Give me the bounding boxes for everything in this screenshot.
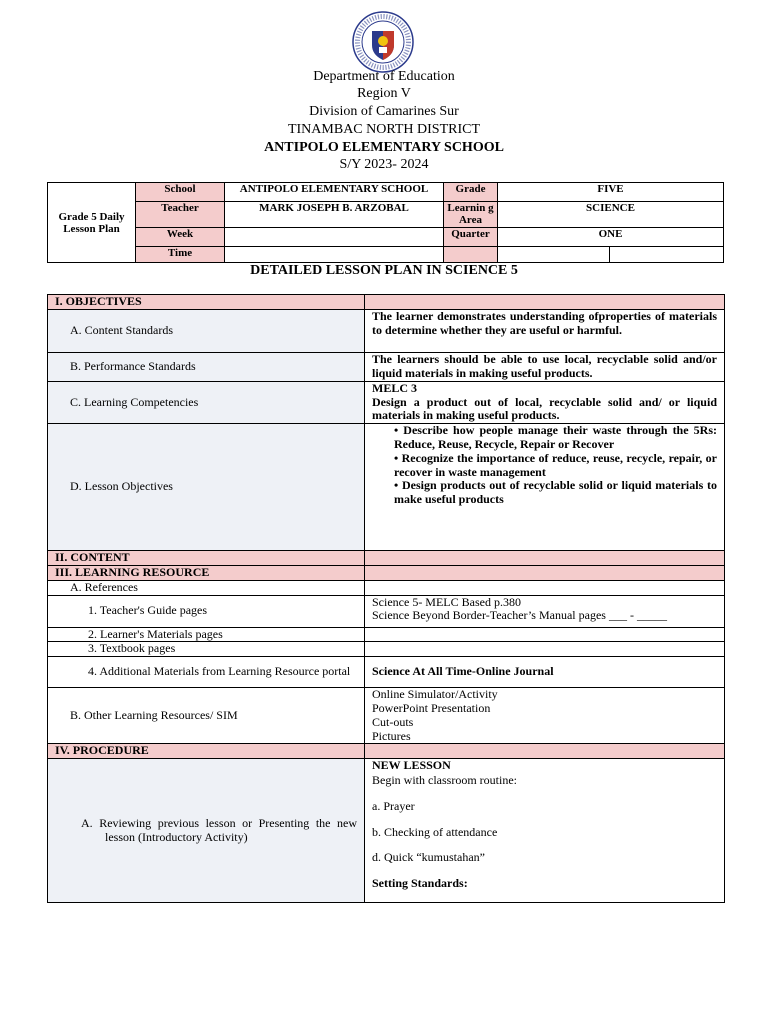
learning-resource-heading: III. LEARNING RESOURCE — [48, 565, 365, 580]
time-blank-cell-2 — [498, 247, 610, 263]
performance-standards-value: The learners should be able to use local, recyclable solid and/or liquid materials in making useful products. — [365, 352, 725, 381]
new-lesson-label: NEW LESSON — [372, 758, 451, 773]
header-school: ANTIPOLO ELEMENTARY SCHOOL — [264, 140, 504, 155]
lesson-objectives-list — [365, 424, 725, 551]
kumustahan-text: d. Quick “kumustahan” — [372, 850, 485, 865]
header-region: Region V — [357, 86, 411, 101]
performance-standards-label: B. Performance Standards — [48, 352, 365, 381]
learning-competencies-label: C. Learning Competencies — [48, 381, 365, 423]
header-school-year: S/Y 2023- 2024 — [339, 157, 429, 172]
week-label: Week — [136, 228, 225, 247]
time-blank-cell — [444, 247, 498, 263]
content-heading: II. CONTENT — [48, 551, 365, 566]
additional-materials-value: Science At All Time-Online Journal — [365, 657, 725, 688]
objectives-heading: I. OBJECTIVES — [48, 295, 365, 310]
grade-value: FIVE — [498, 183, 724, 202]
teacher-value: MARK JOSEPH B. ARZOBAL — [225, 202, 444, 228]
lesson-objective-item: • Recognize the importance of reduce, reuse, recycle, repair, or recover in waste management — [394, 450, 717, 479]
school-label: School — [136, 183, 225, 202]
header-district: TINAMBAC NORTH DISTRICT — [287, 122, 481, 137]
teachers-guide-value — [365, 595, 725, 627]
lesson-objectives-label: D. Lesson Objectives — [48, 424, 365, 551]
additional-materials-label — [48, 657, 365, 688]
other-resource-item: Cut-outs — [372, 714, 414, 729]
procedure-heading: IV. PROCEDURE — [48, 744, 365, 759]
learning-competencies-value — [365, 381, 725, 423]
content-standards-label: A. Content Standards — [48, 309, 365, 352]
attendance-text: b. Checking of attendance — [372, 824, 498, 839]
learning-area-value: SCIENCE — [498, 202, 724, 228]
other-resource-item: Pictures — [372, 728, 411, 743]
header-department: Department of Education — [313, 69, 455, 84]
lesson-objective-item: • Describe how people manage their waste through the 5Rs: Reduce, Reuse, Recycle, Repair or Recover — [394, 423, 717, 451]
other-resource-item: PowerPoint Presentation — [372, 700, 491, 715]
setting-standards-text: Setting Standards: — [372, 876, 468, 891]
deped-seal-logo — [352, 11, 414, 73]
references-label: A. References — [48, 580, 365, 595]
prayer-text: a. Prayer — [372, 798, 415, 813]
lesson-plan-table — [47, 294, 725, 903]
textbook-pages-label: 3. Textbook pages — [48, 642, 365, 657]
grade-daily-lesson-plan-label: Grade 5 Daily Lesson Plan — [48, 183, 136, 263]
procedure-a-content — [365, 759, 725, 903]
time-blank-cell-3 — [610, 247, 724, 263]
header-division: Division of Camarines Sur — [309, 104, 459, 119]
time-value — [225, 247, 444, 263]
grade-label: Grade — [444, 183, 498, 202]
teachers-guide-line-2: Science Beyond Border-Teacher’s Manual pages ___ - _____ — [372, 608, 667, 623]
other-resources-list — [365, 688, 725, 744]
procedure-a-label — [48, 759, 365, 903]
other-resource-item: Online Simulator/Activity — [372, 687, 498, 702]
lesson-objective-item: • Design products out of recyclable solid or liquid materials to make useful products — [394, 478, 717, 507]
other-resources-label: B. Other Learning Resources/ SIM — [48, 688, 365, 744]
additional-materials-text: 4. Additional Materials from Learning Resource portal — [88, 664, 351, 679]
learning-area-label: Learnin g Area — [444, 202, 498, 228]
content-standards-value: The learner demonstrates understanding ofproperties of materials to determine whether they are useful or harmful. — [365, 309, 725, 352]
quarter-label: Quarter — [444, 228, 498, 247]
competency-text: Design a product out of local, recyclable solid and/ or liquid materials in making useful products. — [372, 394, 717, 423]
document-title: DETAILED LESSON PLAN IN SCIENCE 5 — [250, 263, 518, 278]
melc-code: MELC 3 — [372, 381, 417, 395]
week-value — [225, 228, 444, 247]
procedure-a-text: A. Reviewing previous lesson or Presenting the new lesson (Introductory Activity) — [81, 815, 357, 844]
school-value: ANTIPOLO ELEMENTARY SCHOOL — [225, 183, 444, 202]
routine-text: Begin with classroom routine: — [372, 772, 517, 787]
quarter-value: ONE — [498, 228, 724, 247]
learners-materials-label: 2. Learner's Materials pages — [48, 627, 365, 642]
time-label: Time — [136, 247, 225, 263]
lesson-info-table — [47, 182, 724, 263]
teacher-label: Teacher — [136, 202, 225, 228]
teachers-guide-label: 1. Teacher's Guide pages — [48, 595, 365, 627]
teachers-guide-line-1: Science 5- MELC Based p.380 — [372, 595, 521, 609]
